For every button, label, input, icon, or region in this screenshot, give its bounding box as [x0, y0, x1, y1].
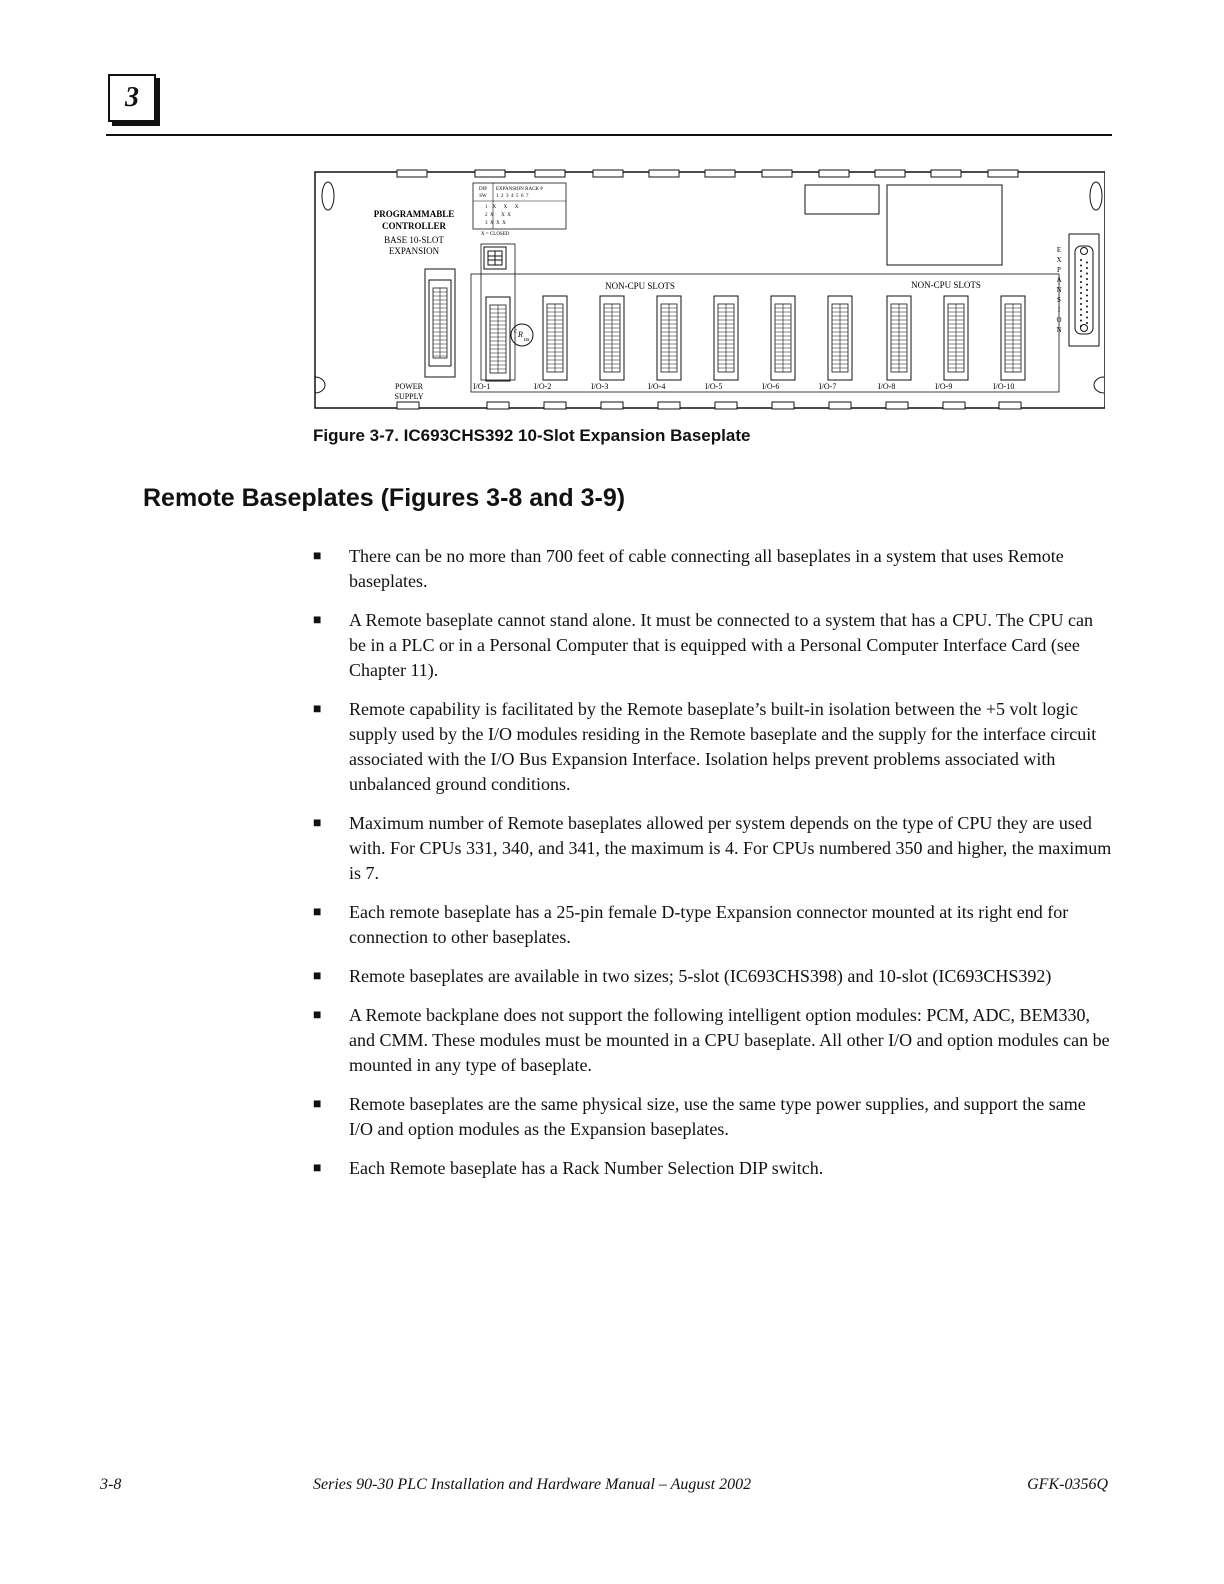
- bullet-text: A Remote baseplate cannot stand alone. It must be connected to a system that has a CPU. The CPU can be in a PLC or in a Personal Computer that is equipped with a Personal Computer Interface Card (see Chapter 11).: [349, 610, 1093, 680]
- d-pin: [1086, 306, 1088, 308]
- edge-tab-bottom: [772, 402, 794, 409]
- power-supply-connector: [429, 280, 451, 366]
- d-pin: [1080, 287, 1082, 289]
- svg-text:R: R: [518, 330, 523, 339]
- dip-note: X = CLOSED: [481, 232, 510, 237]
- d-pin: [1086, 273, 1088, 275]
- figure-caption: Figure 3-7. IC693CHS392 10-Slot Expansion Baseplate: [313, 426, 751, 445]
- slot-label: I/O-5: [705, 382, 723, 391]
- non-cpu-label-left: NON-CPU SLOTS: [605, 281, 675, 291]
- edge-tab-bottom: [829, 402, 851, 409]
- edge-tab-bottom: [886, 402, 908, 409]
- footer-title: Series 90-30 PLC Installation and Hardware Manual – August 2002: [313, 1476, 752, 1493]
- bullet-item: [313, 697, 1113, 797]
- io-slot-connector: [771, 296, 795, 380]
- baseplate-diagram: [313, 168, 1105, 412]
- bullet-marker: ■: [313, 969, 322, 984]
- edge-tab-bottom: [487, 402, 509, 409]
- slot-label: I/O-7: [819, 382, 837, 391]
- chapter-number: 3: [125, 82, 139, 113]
- d-pin: [1080, 281, 1082, 283]
- expansion-letter: A: [1056, 276, 1062, 284]
- d-pin: [1080, 265, 1082, 267]
- edge-tab-bottom: [943, 402, 965, 409]
- edge-tab-bottom: [601, 402, 623, 409]
- edge-tab-top: [475, 170, 505, 177]
- bullet-item: [313, 1092, 1113, 1142]
- bullet-text: Each Remote baseplate has a Rack Number Selection DIP switch.: [349, 1158, 824, 1178]
- baseplate-outline: [315, 172, 1105, 408]
- title-line-3: BASE 10-SLOT: [384, 235, 444, 245]
- title-line-2: CONTROLLER: [381, 221, 447, 231]
- slot-label: I/O-3: [591, 382, 609, 391]
- io-slot-connector: [657, 296, 681, 380]
- io-slot-connector: [944, 296, 968, 380]
- bullet-text: Maximum number of Remote baseplates allowed per system depends on the type of CPU they are used with. For CPUs 331, 340, and 341, the maximum is 4. For CPUs numbered 350 and higher, the maximum is 7.: [349, 813, 1112, 883]
- edge-tab-top: [649, 170, 679, 177]
- bullet-text: Remote baseplates are the same physical size, use the same type power supplies, and support the same I/O and option modules as the Expansion baseplates.: [349, 1094, 1086, 1139]
- label-box-large: [887, 185, 1002, 265]
- dip-rack-numbers: 1 2 3 4 5 6 7: [496, 194, 529, 199]
- slot-label: I/O-1: [473, 382, 491, 391]
- dip-header-2: SW: [479, 194, 487, 199]
- dip-row-2: 2 X X X: [485, 213, 511, 218]
- d-pin: [1086, 278, 1088, 280]
- expansion-letter: N: [1056, 326, 1062, 334]
- bullet-marker: ■: [313, 702, 322, 717]
- expansion-letter: S: [1057, 296, 1061, 304]
- io-slot-connector: [828, 296, 852, 380]
- bullet-text: Remote baseplates are available in two sizes; 5-slot (IC693CHS398) and 10-slot (IC693CHS392): [349, 966, 1052, 986]
- ul-mark: [511, 324, 533, 346]
- slot-area-frame: [471, 274, 1062, 392]
- io-slot-connector: [1001, 296, 1025, 380]
- slot-label: I/O-6: [762, 382, 780, 391]
- d-pin: [1080, 259, 1082, 261]
- bullet-item: [313, 608, 1113, 683]
- d-pin: [1086, 284, 1088, 286]
- dip-table: [473, 183, 566, 237]
- d-pin: [1080, 309, 1082, 311]
- edge-tab-bottom: [544, 402, 566, 409]
- d-pin: [1086, 262, 1088, 264]
- expansion-letter: I: [1057, 306, 1061, 314]
- io-slot-connector: [714, 296, 738, 380]
- section-heading: Remote Baseplates (Figures 3-8 and 3-9): [143, 484, 626, 512]
- mount-notch-right: [1094, 377, 1104, 393]
- edge-tab-top: [705, 170, 735, 177]
- mount-hole-right: [1090, 182, 1102, 210]
- expansion-connector: [1056, 234, 1099, 346]
- mount-notch-left: [315, 377, 325, 393]
- io-slot-connector: [486, 297, 510, 381]
- title-line-4: EXPANSION: [388, 246, 440, 256]
- label-box-small: [805, 185, 879, 214]
- bullet-item: [313, 1003, 1113, 1078]
- d-pin: [1086, 267, 1088, 269]
- d-pin: [1086, 300, 1088, 302]
- d-pin: [1080, 276, 1082, 278]
- slot-label: I/O-10: [993, 382, 1015, 391]
- io-slot-connector: [600, 296, 624, 380]
- bullet-marker: ■: [313, 549, 322, 564]
- slot-label: I/O-9: [935, 382, 953, 391]
- expansion-letter: O: [1056, 316, 1062, 324]
- svg-text:c: c: [514, 327, 518, 335]
- dip-header-1: DIP: [478, 187, 488, 192]
- chapter-number-badge: [108, 74, 156, 122]
- bullet-marker: ■: [313, 1161, 322, 1176]
- bullet-marker: ■: [313, 613, 322, 628]
- d-pin: [1080, 298, 1082, 300]
- expansion-letter: N: [1056, 286, 1062, 294]
- bullet-item: [313, 811, 1113, 886]
- footer-doc-id: GFK-0356Q: [1027, 1476, 1108, 1493]
- baseplate-figure: [313, 168, 1105, 412]
- bullet-item: [313, 544, 1113, 594]
- bullet-marker: ■: [313, 1097, 322, 1112]
- io-slot-connector: [543, 296, 567, 380]
- d-pin: [1086, 295, 1088, 297]
- bullet-item: [313, 1156, 1113, 1181]
- bullet-marker: ■: [313, 816, 322, 831]
- edge-tab-top: [875, 170, 905, 177]
- slot-label: I/O-4: [648, 382, 666, 391]
- slot-label: I/O-8: [878, 382, 896, 391]
- edge-tab-bottom: [658, 402, 680, 409]
- edge-tab-top: [988, 170, 1018, 177]
- d-pin: [1080, 303, 1082, 305]
- header-rule: [106, 134, 1112, 136]
- expansion-letter: X: [1056, 256, 1062, 264]
- d-pin: [1080, 325, 1082, 327]
- d-pin: [1080, 292, 1082, 294]
- edge-tab-bottom: [715, 402, 737, 409]
- dip-rack-label: EXPANSION RACK #: [496, 187, 543, 192]
- d-pin: [1086, 311, 1088, 313]
- power-supply-line-1: POWER: [395, 382, 423, 391]
- mount-hole-left: [322, 182, 334, 210]
- bullet-list: [313, 544, 1113, 1195]
- dip-row-1: 1 X X X: [485, 205, 519, 210]
- slot-label: I/O-2: [534, 382, 552, 391]
- bullet-text: Remote capability is facilitated by the Remote baseplate’s built-in isolation between the +5 volt logic supply used by the I/O modules residing in the Remote baseplate and the supply for the interface circuit associated with the I/O Bus Expansion Interface. Isolation helps prevent problems associated with unbalanced ground conditions.: [349, 699, 1097, 794]
- d-pin: [1086, 289, 1088, 291]
- dip-row-3: 3 X X X: [485, 221, 506, 226]
- edge-tab-bottom: [397, 402, 419, 409]
- edge-tab-bottom: [999, 402, 1021, 409]
- edge-tab-top: [593, 170, 623, 177]
- d-pin: [1086, 322, 1088, 324]
- bullet-item: [313, 900, 1113, 950]
- d-pin: [1086, 317, 1088, 319]
- title-line-1: PROGRAMMABLE: [373, 209, 455, 219]
- bullet-marker: ■: [313, 905, 322, 920]
- edge-tab-top: [397, 170, 427, 177]
- bullet-text: There can be no more than 700 feet of cable connecting all baseplates in a system that uses Remote baseplates.: [349, 546, 1064, 591]
- expansion-letter: E: [1056, 246, 1062, 254]
- expansion-letter: P: [1057, 266, 1061, 274]
- bullet-text: Each remote baseplate has a 25-pin female D-type Expansion connector mounted at its right end for connection to other baseplates.: [349, 902, 1069, 947]
- edge-tab-top: [535, 170, 565, 177]
- d-pin: [1080, 320, 1082, 322]
- io-slot-connector: [887, 296, 911, 380]
- d-pin: [1080, 314, 1082, 316]
- svg-text:us: us: [524, 337, 530, 343]
- non-cpu-label-right: NON-CPU SLOTS: [911, 280, 981, 290]
- bullet-item: [313, 964, 1113, 989]
- d-pin: [1080, 270, 1082, 272]
- edge-tab-top: [931, 170, 961, 177]
- power-supply-line-2: SUPPLY: [394, 392, 424, 401]
- bullet-marker: ■: [313, 1008, 322, 1023]
- edge-tab-top: [819, 170, 849, 177]
- edge-tab-top: [762, 170, 792, 177]
- slot-labels: [473, 382, 1014, 391]
- bullet-text: A Remote backplane does not support the following intelligent option modules: PCM, ADC, BEM330, and CMM. These modules must be mounted in a CPU baseplate. All other I/O and option modules can be mounted in any type of baseplate.: [349, 1005, 1110, 1075]
- footer-page-number: 3-8: [100, 1476, 122, 1493]
